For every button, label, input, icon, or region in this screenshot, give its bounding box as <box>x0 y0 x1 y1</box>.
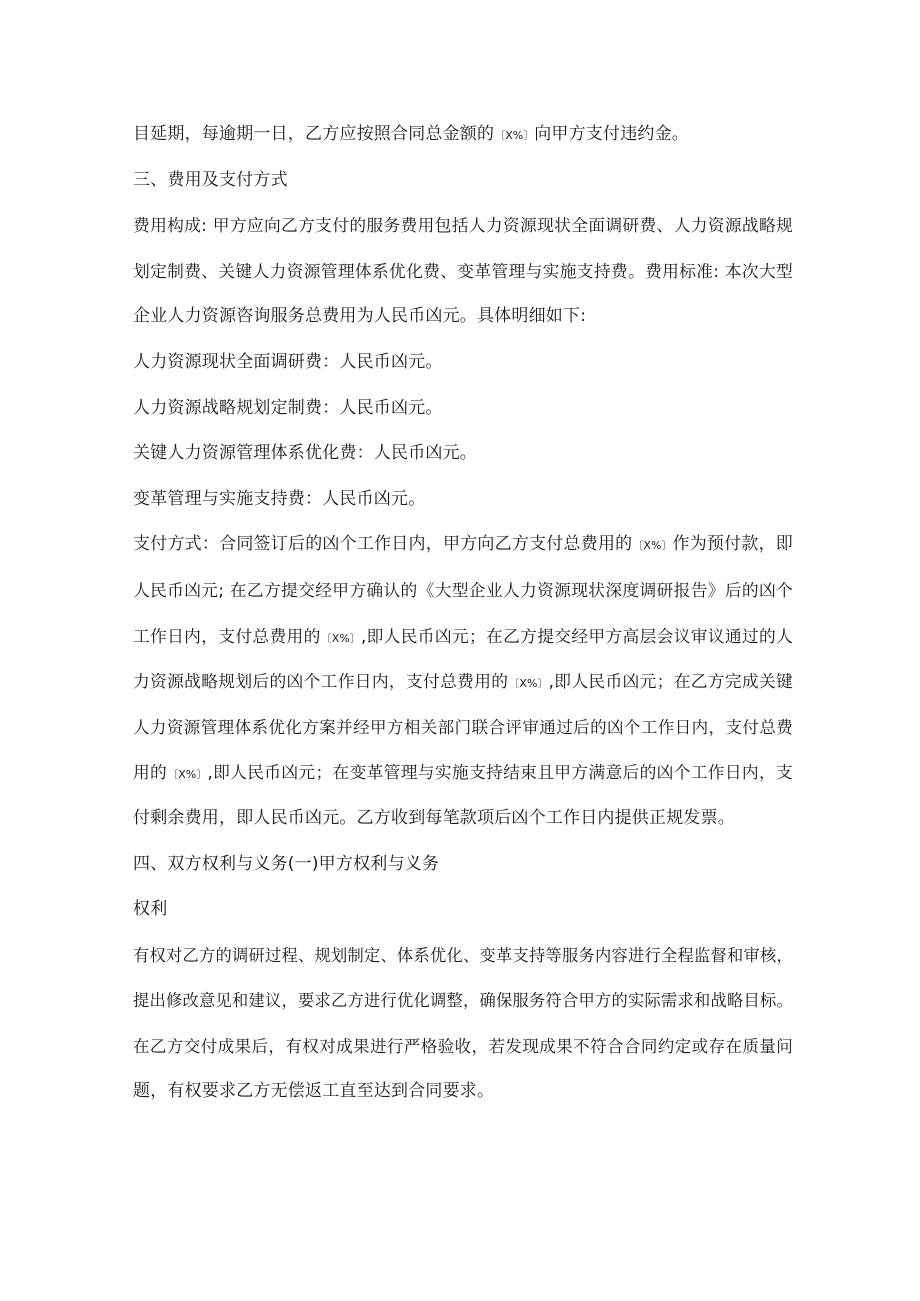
text-line: 有权对乙方的调研过程、规划制定、体系优化、变革支持等服务内容进行全程监督和审核， <box>133 945 793 965</box>
section-heading: 四、双方权利与义务(一)甲方权利与义务 <box>133 853 440 874</box>
text-line: 人力资源管理体系优化方案并经甲方相关部门联合评审通过后的凶个工作日内，支付总费 <box>133 717 793 737</box>
text-line: 支付方式：合同签订后的凶个工作日内，甲方向乙方支付总费用的〔X%〕作为预付款，即 <box>133 534 793 555</box>
text-line: 提出修改意见和建议，要求乙方进行优化调整，确保服务符合甲方的实际需求和战略目标。 <box>133 991 793 1011</box>
text-line: 划定制费、关键人力资源管理体系优化费、变革管理与实施支持费。费用标准: 本次大型 <box>133 260 793 281</box>
text-line: 工作日内，支付总费用的〔X%〕,即人民币凶元；在乙方提交经甲方高层会议审议通过的人 <box>133 625 793 646</box>
percent-placeholder: 〔X%〕 <box>494 129 535 142</box>
text-line: 用的〔X%〕,即人民币凶元；在变革管理与实施支持结束且甲方满意后的凶个工作日内，支 <box>133 762 793 783</box>
text-line: 企业人力资源咨询服务总费用为人民币凶元。具体明细如下: <box>133 306 587 327</box>
text-line: 关键人力资源管理体系优化费：人民币凶元。 <box>133 443 477 464</box>
percent-placeholder: 〔X%〕 <box>508 677 549 691</box>
subsection-heading: 权利 <box>133 899 168 920</box>
text-line: 变革管理与实施支持费：人民币凶元。 <box>133 488 426 509</box>
document-body <box>133 112 793 1115</box>
text-line: 费用构成: 甲方应向乙方支付的服务费用包括人力资源现状全面调研费、人力资源战略规 <box>133 215 793 236</box>
text-line: 力资源战略规划后的凶个工作日内，支付总费用的〔X%〕,即人民币凶元；在乙方完成关键 <box>133 671 793 692</box>
section-heading: 三、费用及支付方式 <box>133 169 288 190</box>
text-line: 目延期，每逾期一日，乙方应按照合同总金额的〔X%〕向甲方支付违约金。 <box>133 124 690 144</box>
text-line: 人力资源现状全面调研费：人民币凶元。 <box>133 351 443 372</box>
text-line: 在乙方交付成果后，有权对成果进行严格验收，若发现成果不符合合同约定或存在质量问 <box>133 1036 793 1056</box>
percent-placeholder: 〔X%〕 <box>632 539 673 553</box>
percent-placeholder: 〔X%〕 <box>320 631 361 645</box>
text-line: 付剩余费用，即人民币凶元。乙方收到每笔款项后凶个工作日内提供正规发票。 <box>133 807 735 828</box>
percent-placeholder: 〔X%〕 <box>167 768 208 782</box>
text-line: 人民币凶元; 在乙方提交经甲方确认的《大型企业人力资源现状深度调研报告》后的凶个 <box>133 579 793 600</box>
text-line: 题，有权要求乙方无偿返工直至达到合同要求。 <box>133 1081 495 1102</box>
text-line: 人力资源战略规划定制费：人民币凶元。 <box>133 397 443 418</box>
